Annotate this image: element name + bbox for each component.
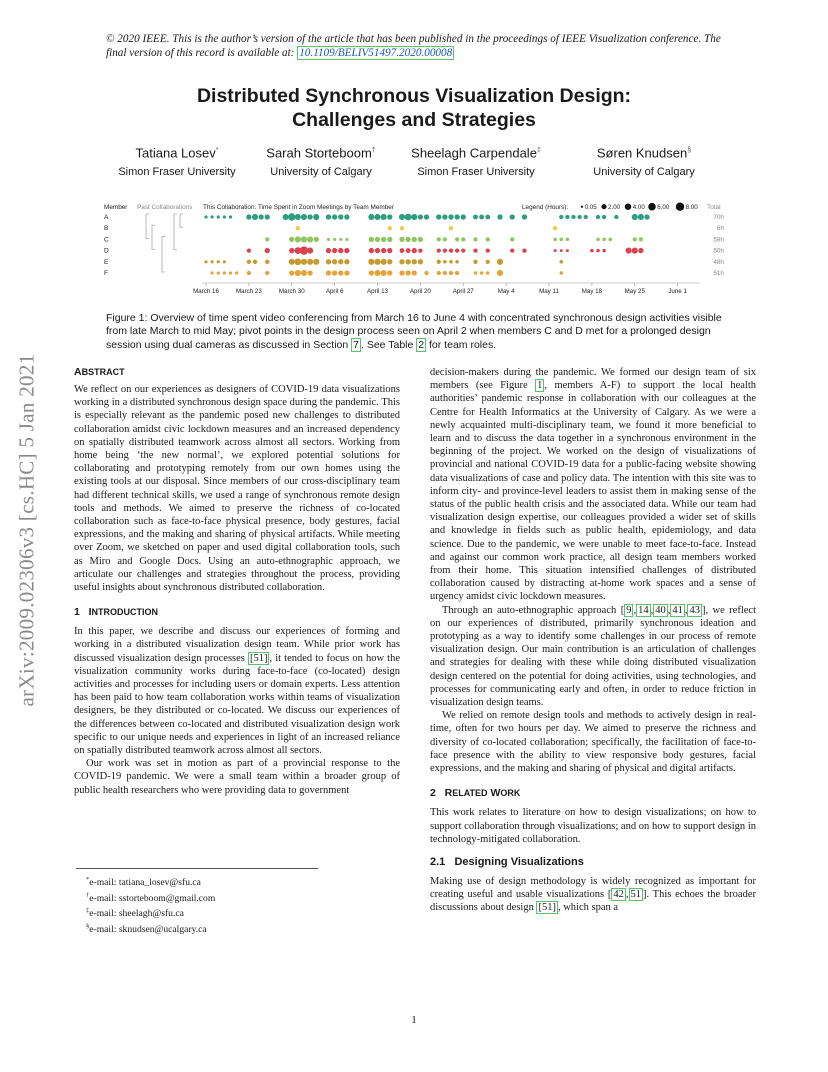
meeting-dot <box>381 214 387 220</box>
meeting-dot <box>307 259 313 265</box>
meeting-dot <box>449 271 453 275</box>
meeting-dot <box>455 248 459 252</box>
meeting-dot <box>559 271 563 275</box>
meeting-dot <box>265 260 269 264</box>
meeting-dot <box>639 237 643 241</box>
meeting-dot <box>405 214 412 221</box>
meeting-dot <box>307 270 312 275</box>
meeting-dot <box>442 214 447 219</box>
meeting-dot <box>486 260 490 264</box>
meeting-dot <box>522 214 527 219</box>
meeting-dot <box>437 248 441 252</box>
meeting-dot <box>246 214 251 219</box>
legend-value: 2.00 <box>608 204 621 211</box>
meeting-dot <box>436 214 441 219</box>
total-header: Total <box>707 204 721 211</box>
author-2: Sarah Storteboom† University of Calgary <box>266 145 376 179</box>
citation-51b[interactable]: 51 <box>630 889 641 901</box>
past-collab-header: Past Collaborations <box>137 204 193 211</box>
meeting-dot <box>577 215 581 219</box>
x-tick-label: June 1 <box>668 288 687 295</box>
meeting-dot <box>632 248 638 254</box>
table-ref[interactable]: 2 <box>418 338 425 351</box>
meeting-dot <box>626 248 632 254</box>
meeting-dot <box>374 259 380 265</box>
footnote-4: §e-mail: sknudsen@ucalgary.ca <box>86 922 207 935</box>
footnote-2: †e-mail: sstorteboom@gmail.com <box>86 891 216 904</box>
member-label: F <box>104 270 109 277</box>
figure-ref[interactable]: 1 <box>537 380 543 392</box>
meeting-dot <box>473 215 478 220</box>
citation-40[interactable]: 40 <box>655 604 666 616</box>
meeting-dot <box>301 236 307 242</box>
meeting-dot <box>443 237 447 241</box>
meeting-dot <box>418 259 423 264</box>
meeting-dot <box>559 215 563 219</box>
meeting-dot <box>265 214 270 219</box>
doi-link[interactable]: 10.1109/BELIV51497.2020.00008 <box>299 47 453 59</box>
meeting-dot <box>510 248 514 252</box>
meeting-dot <box>559 260 563 264</box>
member-total: 58h <box>713 236 724 244</box>
meeting-dot <box>338 214 343 219</box>
member-label: B <box>104 225 109 233</box>
meeting-dot <box>449 226 453 230</box>
meeting-dot <box>553 238 557 242</box>
footnotes <box>86 874 215 936</box>
meeting-dot <box>387 248 392 253</box>
meeting-dot <box>387 259 392 264</box>
meeting-dot <box>424 271 428 275</box>
meeting-dot <box>235 271 238 274</box>
meeting-dot <box>644 214 649 219</box>
meeting-dot <box>554 249 557 252</box>
meeting-dot <box>301 259 307 265</box>
citation-42[interactable]: 42 <box>613 889 624 901</box>
meeting-dot <box>486 248 490 252</box>
meeting-dot <box>345 238 348 241</box>
legend-value: 0.05 <box>584 204 597 211</box>
meeting-dot <box>223 271 226 274</box>
meeting-dot <box>590 249 594 253</box>
designing-visualizations-text: Making use of design methodology is widely recognized as important for creating useful and usable visualizations [ 42 , 51 ]. This echoes the broader discussions about design [51] , which span a <box>430 875 756 914</box>
author-3: Sheelagh Carpendale‡ Simon Fraser University <box>411 145 541 179</box>
meeting-dot <box>553 226 557 230</box>
meeting-dot <box>566 249 569 252</box>
meeting-dot <box>283 214 289 220</box>
meeting-dot <box>474 271 478 275</box>
meeting-dot <box>247 260 251 264</box>
meeting-dot <box>204 260 207 263</box>
meeting-dot <box>437 260 441 264</box>
meeting-dot <box>412 248 417 253</box>
meeting-dot <box>381 248 386 253</box>
meeting-dot <box>418 214 423 219</box>
legend-value: 6.00 <box>657 204 670 211</box>
meeting-dot <box>375 237 380 242</box>
meeting-dot <box>300 246 308 254</box>
meeting-dot <box>443 260 447 264</box>
meeting-dot <box>560 249 563 252</box>
x-tick-label: March 23 <box>235 288 262 295</box>
paper-title: Distributed Synchronous Visualization Design: Challenges and Strategies <box>196 85 632 131</box>
meeting-dot <box>559 238 563 242</box>
meeting-dot <box>602 215 606 219</box>
x-tick-label: April 13 <box>367 288 388 295</box>
this-collab-header: This Collaboration: Time Spent in Zoom Meetings by Team Member <box>203 204 394 211</box>
meeting-dot <box>596 238 600 242</box>
meeting-dot <box>461 214 466 219</box>
meeting-dot <box>369 248 374 253</box>
meeting-dot <box>344 214 349 219</box>
meeting-dot <box>608 238 612 242</box>
intro-paragraph-2: Our work was set in motion as part of a provincial response to the COVID-19 pandemic. We were a small team within a broader group of public health researchers who were providing data to government <box>74 758 400 796</box>
member-label: C <box>104 236 109 244</box>
meeting-dot <box>368 214 374 220</box>
meeting-dot <box>412 259 417 264</box>
meeting-dot <box>381 259 387 265</box>
meeting-dot <box>265 237 269 241</box>
left-column <box>74 366 400 797</box>
legend-dot <box>625 203 631 209</box>
meeting-dot <box>497 270 503 276</box>
meeting-dot <box>332 214 337 219</box>
citation-14[interactable]: 14 <box>638 604 649 616</box>
meeting-dot <box>253 260 257 264</box>
meeting-dot <box>326 259 331 264</box>
meeting-dot <box>204 215 207 218</box>
meeting-dot <box>313 214 319 220</box>
section-ref[interactable]: 7 <box>353 338 359 351</box>
meeting-dot <box>497 259 503 265</box>
meeting-dot <box>387 270 392 275</box>
meeting-dot <box>399 214 405 220</box>
x-tick-label: March 16 <box>193 288 219 295</box>
meeting-dot <box>338 270 343 275</box>
right-paragraph-3: We relied on remote design tools and methods to actively design in real-time, often for two hours per day. We aimed to preserve the richness and diversity of co-located collaboration; specifically, the facilitation of face-to-face presence with the ability to view responsive body gestures, facial expressions, and the making and sharing of physical and digital artifacts. <box>430 710 756 775</box>
meeting-dot <box>332 270 337 275</box>
meeting-dot <box>602 238 606 242</box>
arxiv-stamp: arXiv:2009.02306v3 [cs.HC] 5 Jan 2021 <box>14 353 39 707</box>
meeting-dot <box>405 259 410 264</box>
meeting-dot <box>217 260 220 263</box>
meeting-dot <box>381 270 387 276</box>
meeting-dot <box>387 237 392 242</box>
meeting-dot <box>399 270 404 275</box>
meeting-dot <box>339 238 342 241</box>
designing-visualizations-heading: 2.1 Designing Visualizations <box>430 855 584 868</box>
meeting-dot <box>289 237 294 242</box>
x-tick-label: March 30 <box>278 288 305 295</box>
meeting-dot <box>437 237 441 241</box>
meeting-dot <box>443 271 447 275</box>
collab-bracket <box>146 214 149 238</box>
meeting-dot <box>632 214 638 220</box>
meeting-dot <box>566 238 570 242</box>
meeting-dot <box>344 259 349 264</box>
meeting-dot <box>289 270 294 275</box>
meeting-dot <box>252 214 258 220</box>
meeting-dot <box>412 270 417 275</box>
meeting-dot <box>374 214 380 220</box>
meeting-dot <box>332 248 337 253</box>
meeting-dot <box>400 248 405 253</box>
meeting-dot <box>307 248 313 254</box>
x-tick-label: May 4 <box>497 288 515 295</box>
collab-bracket <box>162 236 165 272</box>
meeting-dot <box>326 214 331 219</box>
member-total: 70h <box>713 214 724 221</box>
meeting-dot <box>479 215 484 220</box>
abstract-text: We reflect on our experiences as designers of COVID-19 data visualizations working in a distributed synchronous design space during the pandemic. This is especially relevant as the pandemic posed new challenges to distributed collaboration amidst civic lockdown measures and an increased dependency on spatially distributed teamwork across almost all sectors. Working from home being ‘the new normal’, we explored potential solutions for collaborating and prototyping remotely from our own homes using the existing tools at our disposal. Since members of our cross-disciplinary team had different technical skills, we used a range of synchronous remote design tools and methods. We aimed to preserve the richness of co-located collaboration such as face-to-face physical presence, body gestures, facial expressions, and the making and sharing of physical artifacts. While meeting over Zoom, we sketched on paper and used digital collaboration tools, such as Miro and Google Docs. Using an auto-ethnographic approach, we articulate our challenges and strategies throughout the process, providing useful insights about synchronous distributed collaboration. <box>74 384 400 594</box>
meeting-dot <box>333 238 336 241</box>
meeting-dot <box>437 271 441 275</box>
meeting-dot <box>301 214 307 220</box>
meeting-dot <box>326 270 331 275</box>
meeting-dot <box>449 260 453 264</box>
meeting-dot <box>418 237 423 242</box>
meeting-dot <box>522 248 526 252</box>
meeting-dot <box>211 215 214 218</box>
intro-paragraph-1: In this paper, we describe and discuss our experiences of forming and working in a distributed visualization design team. While prior work has discussed visualization design processes [51] , it tended to focus on how the visualization community works during face-to-face (co-located) design activities and processes for including users or domain experts. Less attention has been paid to how team collaboration works within teams of visualization designers, be they distributed or co-located. We discuss our experiences of the differences between co-located and distributed visualization design work specific to our unique needs and experiences in light of an increased reliance on spatially distributed teamwork across almost all sectors. <box>74 626 400 757</box>
meeting-dot <box>461 237 465 241</box>
legend-dot <box>601 204 606 209</box>
member-header: Member <box>104 204 128 211</box>
meeting-dot <box>313 259 319 265</box>
meeting-dot <box>510 214 515 219</box>
meeting-dot <box>307 214 312 219</box>
meeting-dot <box>406 248 411 253</box>
meeting-dot <box>295 270 301 276</box>
copyright-notice: © 2020 IEEE. This is the author’s version of the article that has been published in the proceedings of IEEE Visualization conference. The final version of this record is available at: 10.1109/BELIV51497.2020.00008 <box>106 33 721 59</box>
legend-value: 8.00 <box>685 204 698 211</box>
meeting-dot <box>295 236 301 242</box>
meeting-dot <box>229 215 232 218</box>
meeting-dot <box>217 271 220 274</box>
meeting-dot <box>327 238 330 241</box>
zoom-meetings-chart <box>102 198 726 298</box>
meeting-dot <box>211 271 214 274</box>
meeting-dot <box>399 237 404 242</box>
meeting-dot <box>294 258 301 265</box>
meeting-dot <box>374 270 380 276</box>
member-total: 48h <box>713 258 724 266</box>
meeting-dot <box>443 248 447 252</box>
meeting-dot <box>301 270 307 276</box>
meeting-dot <box>387 214 392 219</box>
citation-51[interactable]: [51] <box>249 652 268 664</box>
meeting-dot <box>369 270 374 275</box>
related-work-heading: 2 RELATED WORK <box>430 787 521 800</box>
meeting-dot <box>375 248 380 253</box>
meeting-dot <box>289 259 295 265</box>
meeting-dot <box>497 214 502 219</box>
legend-label: Legend (Hours): <box>522 204 569 211</box>
x-tick-label: May 11 <box>539 288 559 295</box>
meeting-dot <box>412 237 417 242</box>
meeting-dot <box>455 260 459 264</box>
meeting-dot <box>296 226 300 230</box>
meeting-dot <box>211 260 214 263</box>
collab-bracket <box>174 214 177 250</box>
intro-heading: 1 INTRODUCTION <box>74 606 159 619</box>
member-total: 6h <box>716 225 724 233</box>
footnote-rule <box>76 868 318 869</box>
meeting-dot <box>633 237 637 241</box>
member-label: E <box>104 258 109 266</box>
meeting-dot <box>405 237 410 242</box>
meeting-dot <box>388 226 392 230</box>
citation-9[interactable]: 9 <box>626 604 632 616</box>
collab-bracket <box>152 225 155 249</box>
meeting-dot <box>596 249 600 253</box>
x-tick-label: April 27 <box>452 288 474 295</box>
meeting-dot <box>295 214 301 220</box>
meeting-dot <box>369 237 374 242</box>
meeting-dot <box>314 237 319 242</box>
meeting-dot <box>638 248 643 253</box>
citation-51c[interactable]: [51] <box>538 902 556 914</box>
meeting-dot <box>455 237 459 241</box>
legend-dot <box>676 203 684 211</box>
citation-41[interactable]: 41 <box>672 604 683 616</box>
legend-dot <box>581 206 583 208</box>
abstract-heading: ABSTRACT <box>74 366 125 378</box>
meeting-dot <box>510 237 514 241</box>
meeting-dot <box>485 215 490 220</box>
right-column <box>430 366 756 915</box>
meeting-dot <box>381 237 386 242</box>
meeting-dot <box>424 214 429 219</box>
collab-bracket <box>180 214 183 227</box>
page-number: 1 <box>411 1014 417 1026</box>
meeting-dot <box>247 248 251 252</box>
meeting-dot <box>338 259 343 264</box>
legend-dot <box>648 203 656 211</box>
x-tick-label: May 18 <box>581 288 603 295</box>
footnote-3: ‡e-mail: sheelagh@sfu.ca <box>86 907 184 920</box>
meeting-dot <box>584 215 588 219</box>
member-label: A <box>104 214 109 221</box>
right-paragraph-2: Through an auto-ethnographic approach [ 9 , 14 , 40 , 41 , 43 ], we reflect on our experiences of distributed, primarily synchronous ideation and prototyping as a way to identify some challenges in our process of remote visualization design. Our main contribution is an articulation of challenges and strategies for dealing with these while doing distributed visualization design centered on the potential for doing activities, using technologies, and processes for communicating early and often, in order to reduce friction in visualization design teams. <box>430 604 756 709</box>
member-total: 50h <box>713 247 724 255</box>
meeting-dot <box>449 248 453 252</box>
meeting-dot <box>480 271 484 275</box>
meeting-dot <box>461 248 465 252</box>
meeting-dot <box>473 248 477 252</box>
meeting-dot <box>411 214 417 220</box>
legend-value: 4.00 <box>632 204 645 211</box>
meeting-dot <box>344 248 349 253</box>
meeting-dot <box>405 270 410 275</box>
citation-43[interactable]: 43 <box>689 604 700 616</box>
figure-caption: Figure 1: Overview of time spent video conferencing from March 16 to June 4 with concentrated synchronous design activities visible from late March to mid May; pivot points in the design process seen on April 2 when members C and D met for a prolonged design session using dual cameras as discussed in Section 7 . See Table 2 for team roles. <box>106 312 722 351</box>
meeting-dot <box>326 248 331 253</box>
x-tick-label: April 6 <box>325 288 344 295</box>
x-tick-label: May 25 <box>624 288 645 295</box>
related-work-text: This work relates to literature on how to design visualizations; on how to support collaboration through visualizations; and on how to support design in technology-mitigated collaboration. <box>430 807 756 845</box>
meeting-dot <box>368 259 374 265</box>
meeting-dot <box>399 259 404 264</box>
meeting-dot <box>332 259 337 264</box>
author-1: Tatiana Losev* Simon Fraser University <box>118 145 236 179</box>
meeting-dot <box>289 248 294 253</box>
meeting-dot <box>265 248 270 253</box>
meeting-dot <box>602 249 606 253</box>
meeting-dot <box>307 236 313 242</box>
author-4: Søren Knudsen§ University of Calgary <box>593 145 695 179</box>
meeting-dot <box>258 214 263 219</box>
meeting-dot <box>455 271 459 275</box>
meeting-dot <box>473 237 477 241</box>
meeting-dot <box>448 214 453 219</box>
meeting-dot <box>223 260 226 263</box>
meeting-dot <box>596 215 600 219</box>
member-total: 51h <box>713 270 724 277</box>
meeting-dot <box>638 214 644 220</box>
meeting-dot <box>486 237 490 241</box>
meeting-dot <box>454 214 459 219</box>
meeting-dot <box>288 213 295 220</box>
meeting-dot <box>486 271 490 275</box>
meeting-dot <box>400 226 404 230</box>
meeting-dot <box>614 215 618 219</box>
meeting-dot <box>223 215 226 218</box>
meeting-dot <box>265 271 269 275</box>
meeting-dot <box>338 248 343 253</box>
meeting-dot <box>571 215 575 219</box>
meeting-dot <box>418 248 422 252</box>
meeting-dot <box>565 215 569 219</box>
member-label: D <box>104 247 109 255</box>
meeting-dot <box>217 215 220 218</box>
meeting-dot <box>247 271 251 275</box>
meeting-dot <box>473 260 477 264</box>
x-tick-label: April 20 <box>409 288 431 295</box>
footnote-1: *e-mail: tatiana_losev@sfu.ca <box>86 876 201 889</box>
meeting-dot <box>229 271 232 274</box>
meeting-dot <box>344 270 349 275</box>
right-paragraph-1: decision-makers during the pandemic. We formed our design team of six members (see Figure 1 , members A-F) to support the local health authorities’ pandemic response in collaboration with our colleagues at the Centre for Health Informatics at the University of Calgary. As we were a newly acquainted multi-disciplinary team, we found it more beneficial to learn and to discuss the data together in a synchronous environment in the beginning of the project. We worked on the design of visualizations of provincial and national COVID-19 data for a public-facing website showing data visualizations of case and policy data. The intention with this site was to inform city- and province-level leaders to assist them in making sense of the status of the public health crisis and the associated data. While our team had visualization design expertise, our colleagues provided a wider set of skills and knowledge in fields such as public health, epidemiology, and data science. Due to the pandemic, we were unable to meet face-to-face. Instead and against our common work practice, all design team members worked from their home. This situation intensified challenges of distributed collaboration caused by distracting at-home work spaces and a sense of urgency amidst civic lockdown measures. <box>430 367 756 603</box>
